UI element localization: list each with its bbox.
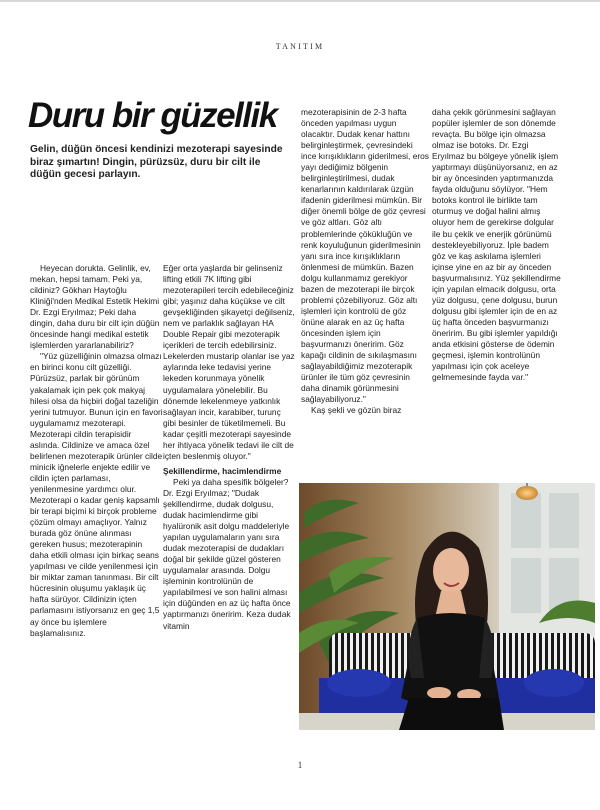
subheading: Şekillendirme, hacimlendirme <box>163 465 282 476</box>
bride-photo <box>299 483 595 730</box>
text-column-1 <box>30 263 163 639</box>
paragraph: Peki ya daha spesifik bölgeler? Dr. Ezgi Eryılmaz; "Dudak şekillendirme, dudak dolgusu, dudak hacimlendirme gibi hyalüronik asit dolgu maddeleriyle yapılan uygulamaların yanı sıra dudak mezoterapisi de dudakları doğal bir şekilde güzel gösteren uygulamalar arasında. Dolgu işleminin kontrolünün de yapılabilmesi ve son halini alması için düğünden en az üç hafta önce yaptırmanızı öneririm. Keza dudak vitamin <box>163 476 291 631</box>
text-column-2 <box>163 263 296 632</box>
text-column-3 <box>301 107 429 416</box>
bride-photo-illustration <box>299 483 595 730</box>
paragraph: daha çekik görünmesini sağlayan popüler işlemler de son dönemde revaçta. Bu bölge için olmazsa olmaz ise botoks. Dr. Ezgi Eryılmaz bu bölgeye yönelik işlem yaptırmayı düşünüyorsanız, en az bir ay öncesinden yaptırmanızda fayda olduğunu söylüyor. "Hem botoks kontrol ile birlikte tam oturmuş ve doğal halini almış oluyor hem de gerekirse dolgular ile bu çekik ve enerjik görünümü destekleyebiliyoruz. İple badem göz ve kaş askılama işlemleri içinse yine en az bir ay önceden başvurmalısınız. Yüz şekillendirme için yapılan elmacık dolgusu, orta yüz dolgusu, çene dolgusu, burun dolgusu gibi işlemler için de en az üç hafta önceden başvurmanızı öneririm. Bu gibi işlemler yapıldığı anda etkisini gösterse de ödemin geçmesi, işlemin kontrolünün yapılması için çok aceleye gelmemesinde fayda var." <box>432 107 561 383</box>
page-number: 1 <box>297 760 303 770</box>
text-column-4 <box>432 107 562 383</box>
paragraph: mezoterapisinin de 2-3 hafta önceden yapılması uygun olacaktır. Dudak kenar hattını belirginleştirmek, çevresindeki ince kırışıklıkların giderilmesi, eros yayı dediğimiz bölgenin belirginleştirilmesi, dudak kenarlarının kaldırılarak üzgün ifadenin giderilmesi mümkün. Bir diğer önemli bölge de göz çevresi ve göz altları. Göz altı problemlerinde çökükluğün ve renk koyuluğunun giderilmesinin yanı sıra ince kırışıklıkların önlenmesi de mümkün. Bazen dolgu kullanmamız gerekiyor bazen de mezoterapi ile birçok problemi çözebiliyoruz. Göz altı işlemleri için kontrolü de göz önüne alarak en az üç hafta öncesinden işlem için başvurmanızı öneririm. Göz kapağı cildinin de sıkılaşmasını sağlayabildiğimiz mezoterapik ürünler ile tüm göz çevresinin daha dinamik görünmesini sağlayabiliyoruz." <box>301 107 429 405</box>
section-label: TANITIM <box>275 42 325 51</box>
paragraph: Kaş şekli ve gözün biraz <box>311 405 402 416</box>
top-rule <box>0 0 600 2</box>
paragraph: "Yüz güzelliğinin olmazsa olmazı en birinci konu cilt güzelliği. Pürüzsüz, parlak bir görünüm yakalamak için pek çok makyaj hilesi olsa da hiçbiri doğal tazeliğin yerini tutmuyor. Bunun için en favori uygulamamız mezoterapi. Mezoterapi cildin terapisidir aslında. Cildinize ve amaca özel belirlenen mezoterapik ürünler cilde minicik iğnelerle enjekte edilir ve cildin içten parlaması, yenilenmesine yardımcı olur. Mezoterapi o kadar geniş kapsamlı bir terapi biçimi ki birçok probleme çözüm olmayı amaçlıyor. Yalnız burada göz önüne alınması gereken husus; mezoterapinin daha etkili olması için birkaç seans yapılması ve cilde yenilenmesi için bir miktar zaman tanınması. Bir cilt hücresinin oluşumu yaklaşık üç hafta sürüyor. Cildinizin içten parlamasını istiyorsanız en geç 1,5 ay önce bu işlemlere başlamalısınız. <box>30 351 163 638</box>
article-headline: Duru bir güzellik <box>28 96 277 135</box>
paragraph: Heyecan dorukta. Gelinlik, ev, mekan, hepsi tamam. Peki ya, cildiniz? Gökhan Haytoğlu Kliniği'nden Medikal Estetik Hekimi Dr. Ezgi Eryılmaz; Peki daha dingin, daha duru bir cilt için düğün öncesinde hangi medikal estetik işlemlerden yararlanabiliriz? <box>30 263 160 351</box>
paragraph: Eğer orta yaşlarda bir gelinseniz lifting etkili 7K lifting gibi mezoterapileri tercih edebileceğiniz gibi; yaşınız daha küçükse ve cilt gevşekliğinden şikayetçi değilseniz, nem ve parlaklık sağlayan HA Double Repair gibi mezoterapik içerikleri de tercih edebilirsiniz. Lekelerden mustarip olanlar ise yaz aylarında leke tedavisi yerine lekeden korunmaya yönelik uygulamalara yönelebilir. Bu dönemde lekelenmeye yatkınlık sağlayan incir, karabiber, turunç gibi besinler de tüketilmemeli. Bu kadar çeşitli mezoterapi sayesinde her ihtiyaca yönelik tedavi ile cilt de içten beslenmiş oluyor." <box>163 263 295 461</box>
article-lede: Gelin, düğün öncesi kendinizi mezoterapi sayesinde biraz şımartın! Dingin, pürüzsüz, duru bir cilt ile düğün gecesi parlayın. <box>30 144 283 181</box>
